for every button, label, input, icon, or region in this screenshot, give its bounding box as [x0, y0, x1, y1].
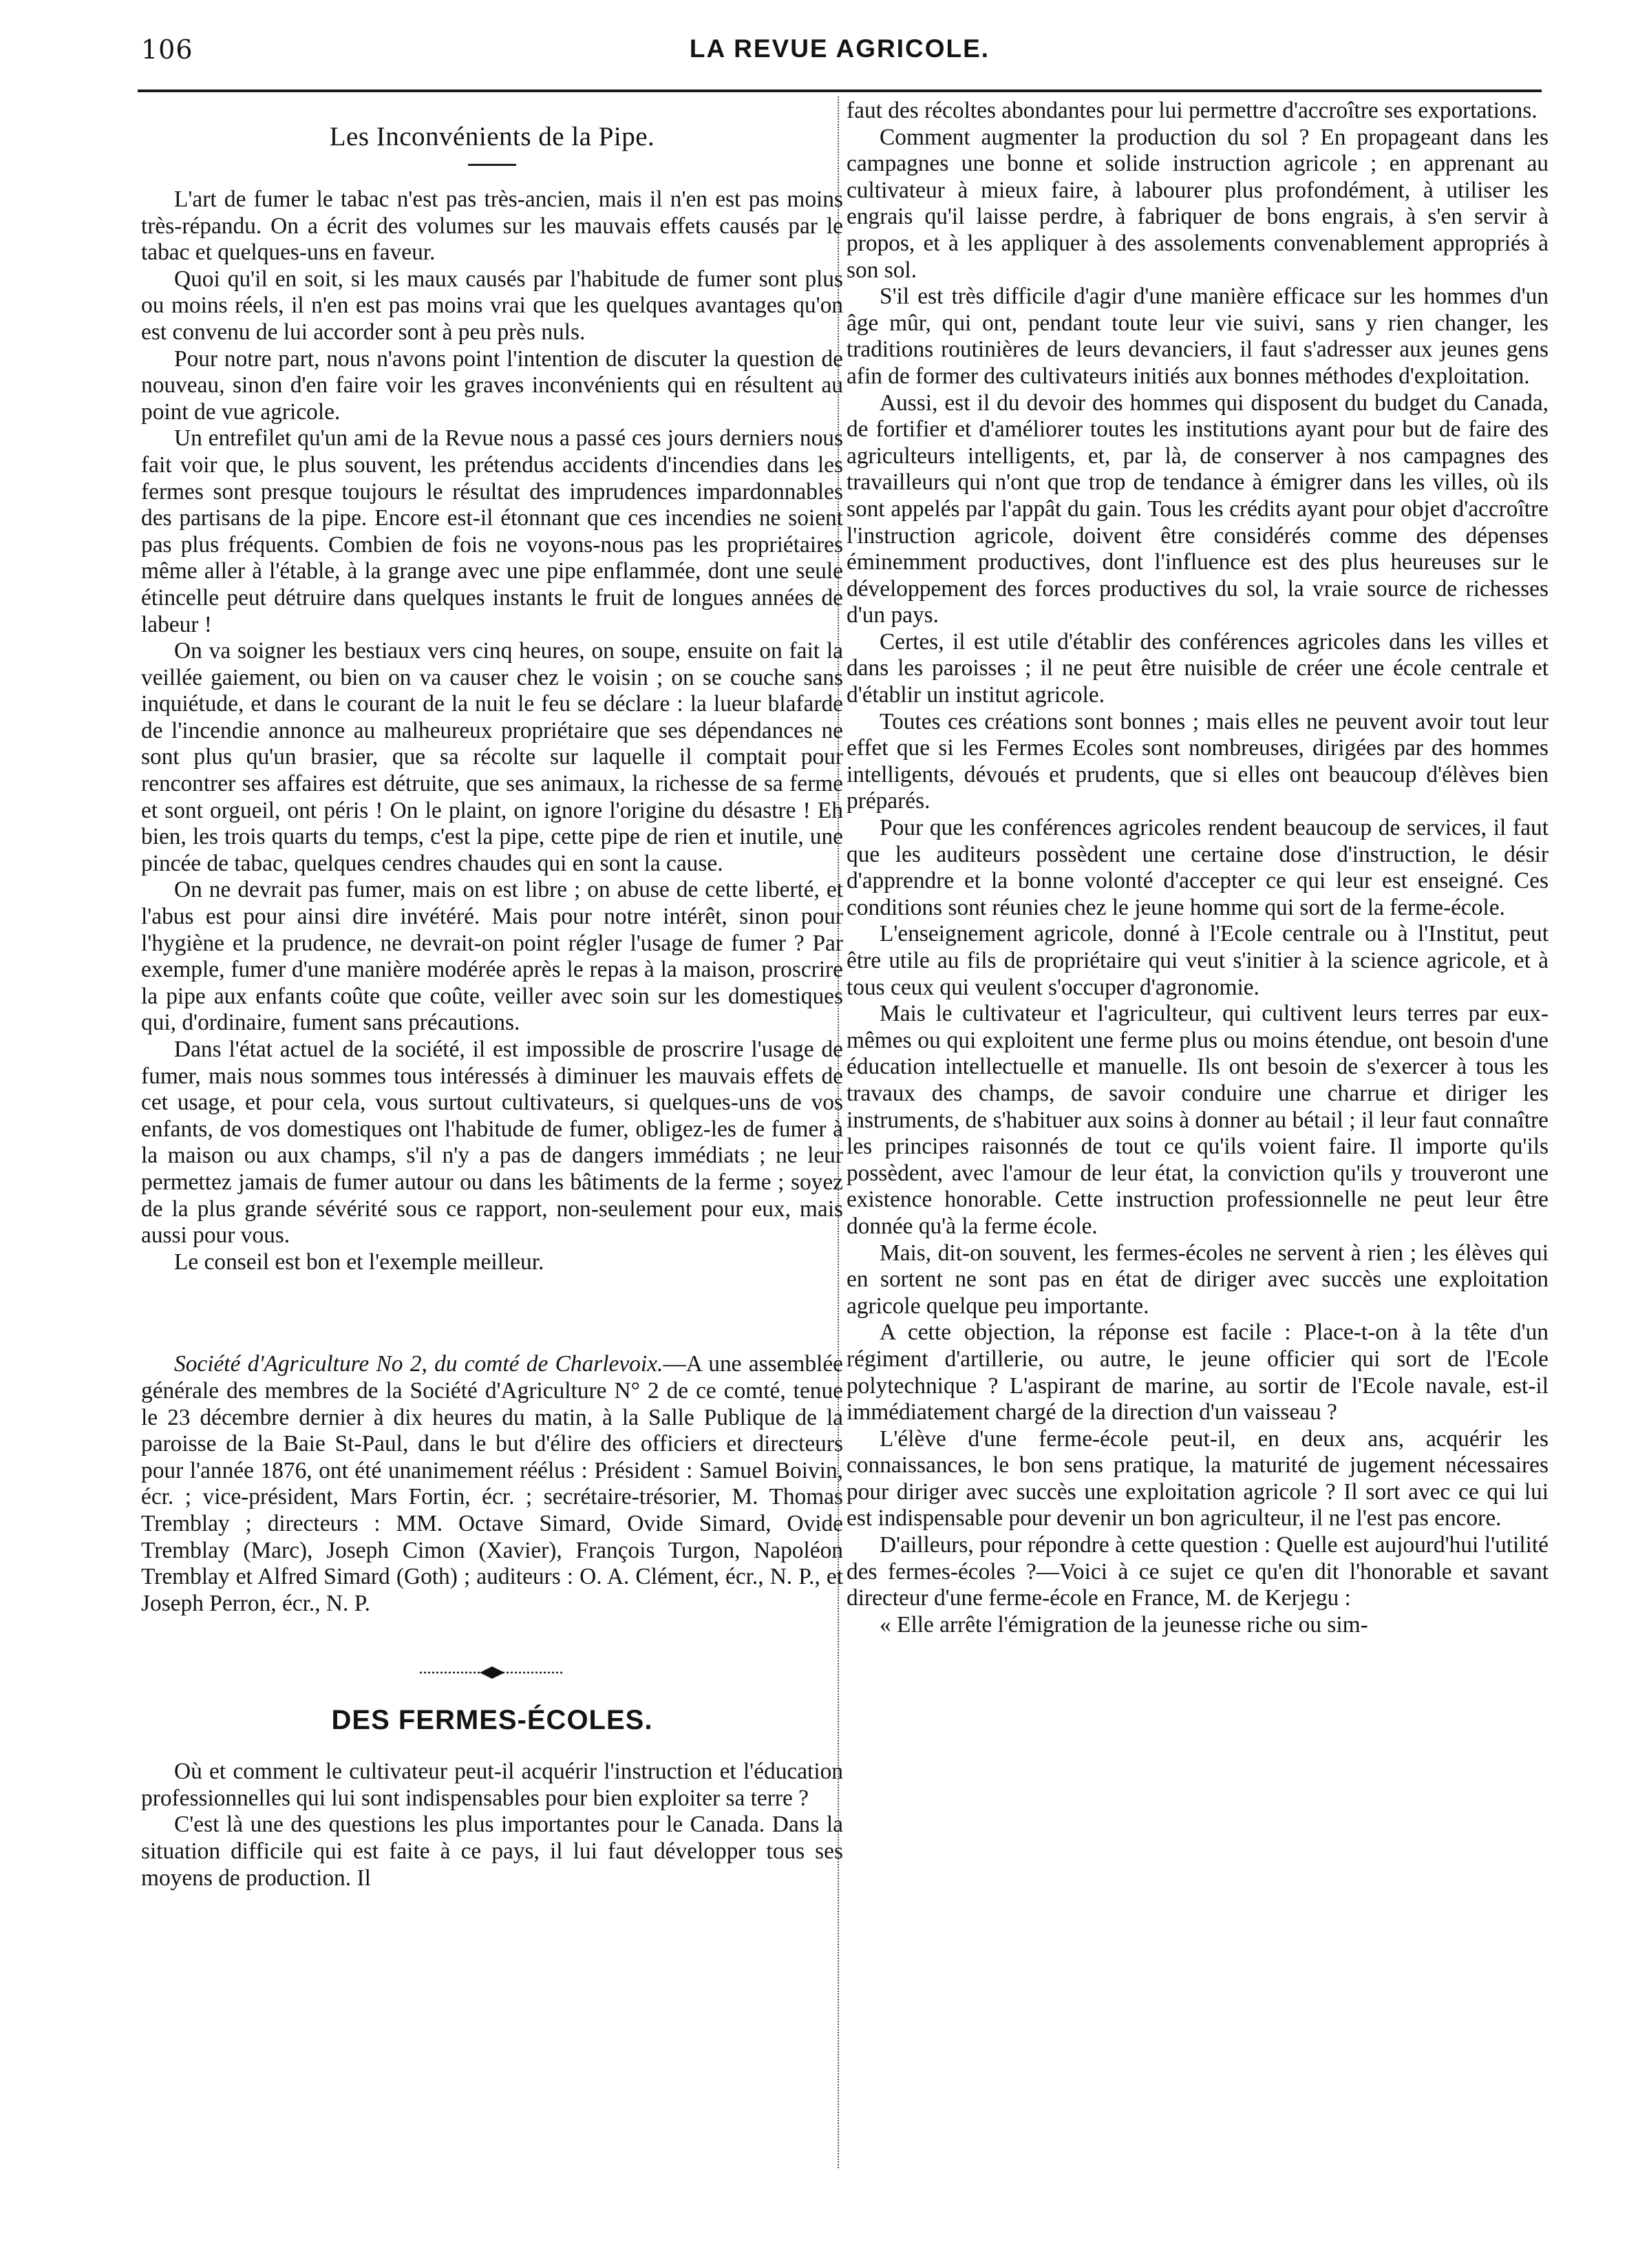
article-title-pipe: Les Inconvénients de la Pipe.	[329, 122, 655, 151]
header-rule	[138, 89, 1542, 92]
paragraph: Pour notre part, nous n'avons point l'intention de discuter la question de nouveau, sinon d'en faire voir les graves inconvénients qui en résultent au point de vue agricole.	[141, 346, 843, 425]
left-column	[141, 98, 843, 2176]
paragraph: C'est là une des questions les plus importantes pour le Canada. Dans la situation difficile qui est faite à ce pays, il lui faut développer tous ses moyens de production. Il	[141, 1812, 843, 1891]
society-body: —A une assemblée générale des membres de la Société d'Agriculture N° 2 de ce comté, tenue le 23 décembre dernier à dix heures du matin, à la Salle Publique de la paroisse de la Baie St-Paul, dans le but d'élire des officiers et directeurs pour l'année 1876, ont été unanimement réélus : Président : Samuel Boivin, écr. ; vice-président, Mars Fortin, écr. ; secrétaire-trésorier, M. Thomas Tremblay ; directeurs : MM. Octave Simard, Ovide Simard, Ovide Tremblay (Marc), Joseph Cimon (Xavier), François Turgon, Napoléon Tremblay et Alfred Simard (Goth) ; auditeurs : O. A. Clément, écr., N. P., et Joseph Perron, écr., N. P.	[141, 1351, 843, 1616]
paragraph: L'art de fumer le tabac n'est pas très-ancien, mais il n'en est pas moins très-répandu. On a écrit des volumes sur les mauvais effets causés par le tabac et quelques-uns en faveur.	[141, 187, 843, 266]
paragraph: Le conseil est bon et l'exemple meilleur.	[174, 1249, 544, 1275]
paragraph: Quoi qu'il en soit, si les maux causés par l'habitude de fumer sont plus ou moins réels, il n'en est pas moins vrai que les quelques avantages qu'on est convenu de lui accorder sont à peu près nuls.	[141, 266, 843, 345]
paragraph: Toutes ces créations sont bonnes ; mais elles ne peuvent avoir tout leur effet que si les Fermes Ecoles sont nombreuses, dirigées par des hommes intelligents, dévoués et prudents, que si elles ont beaucoup d'élèves bien préparés.	[847, 708, 1549, 814]
article-title-fermes: DES FERMES-ÉCOLES.	[331, 1705, 653, 1736]
paragraph: D'ailleurs, pour répondre à cette question : Quelle est aujourd'hui l'utilité des fermes-écoles ?—Voici à ce sujet ce qu'en dit l'honorable et savant directeur d'une ferme-école en France, M. de Kerjegu :	[847, 1532, 1549, 1611]
paragraph: S'il est très difficile d'agir d'une manière efficace sur les hommes d'un âge mûr, qui ont, pendant toute leur vie suivi, sans y rien changer, les traditions routinières de leurs devanciers, il faut s'adresser aux jeunes gens afin de former des cultivateurs initiés aux bonnes méthodes d'exploitation.	[847, 284, 1549, 389]
paragraph: Mais, dit-on souvent, les fermes-écoles ne servent à rien ; les élèves qui en sortent ne sont pas en état de diriger avec succès une exploitation agricole quelque peu importante.	[847, 1240, 1549, 1319]
paragraph: Dans l'état actuel de la société, il est impossible de proscrire l'usage de fumer, mais nous sommes tous intéressés à diminuer les mauvais effets de cet usage, et pour cela, vous surtout cultivateurs, si quelques-uns de vos enfants, de vos domestiques ont l'habitude de fumer, obligez-les de fumer à la maison ou aux champs, s'il n'y a pas de dangers immédiats ; ne leur permettez jamais de fumer autour ou dans les bâtiments de la ferme ; soyez de la plus grande sévérité sous ce rapport, non-seulement pour eux, mais aussi pour vous.	[141, 1037, 843, 1249]
paragraph: L'élève d'une ferme-école peut-il, en deux ans, acquérir les connaissances, le bon sens pratique, la maturité de jugement nécessaires pour diriger avec succès une exploitation agricole ? Il sort avec ce qui lui est indispensable pour devenir un bon agriculteur, il ne l'est pas encore.	[847, 1426, 1549, 1532]
ornament-divider-icon	[416, 1662, 568, 1683]
society-notice	[141, 1351, 843, 1617]
paragraph: Certes, il est utile d'établir des conférences agricoles dans les villes et dans les paroisses ; il ne peut être nuisible de créer une école centrale et d'établir un institut agricole.	[847, 628, 1549, 708]
section-gap	[141, 1275, 843, 1351]
paragraph: Un entrefilet qu'un ami de la Revue nous a passé ces jours derniers nous fait voir que, le plus souvent, les prétendus accidents d'incendies dans les fermes sont presque toujours le résultat des imprudences impardonnables des partisans de la pipe. Encore est-il étonnant que ces incendies ne soient pas plus fréquents. Combien de fois ne voyons-nous pas les propriétaires même aller à l'étable, à la grange avec une pipe enflammée, dont une seule étincelle peut détruire dans quelques instants le fruit de longues années de labeur !	[141, 425, 843, 637]
right-column	[847, 98, 1549, 2176]
paragraph: On ne devrait pas fumer, mais on est libre ; on abuse de cette liberté, et l'abus est pour ainsi dire invétéré. Mais pour notre intérêt, sinon pour l'hygiène et la prudence, ne devrait-on point régler l'usage de fumer ? Par exemple, fumer d'une manière modérée après le repas à la maison, proscrire la pipe aux enfants coûte que coûte, veiller avec soin sur les domestiques qui, d'ordinaire, fument sans précautions.	[141, 877, 843, 1036]
paragraph: Pour que les conférences agricoles rendent beaucoup de services, il faut que les auditeurs possèdent une certaine dose d'instruction, le désir d'apprendre et la bonne volonté d'accepter ce qui leur est enseigné. Ces conditions sont réunies chez le jeune homme qui sort de la ferme-école.	[847, 815, 1549, 920]
paragraph: Où et comment le cultivateur peut-il acquérir l'instruction et l'éducation professionnelles qui lui sont indispensables pour bien exploiter sa terre ?	[141, 1759, 843, 1811]
page-header	[141, 34, 1538, 66]
title-rule	[468, 164, 516, 166]
paragraph: A cette objection, la réponse est facile : Place-t-on à la tête d'un régiment d'artillerie, ou autre, le jeune officier qui sort de l'Ecole polytechnique ? L'aspirant de marine, au sortir de l'Ecole navale, est-il immédiatement chargé de la direction d'un vaisseau ?	[847, 1320, 1549, 1426]
page-number: 106	[141, 34, 193, 65]
running-head: LA REVUE AGRICOLE.	[689, 34, 990, 63]
paragraph: Comment augmenter la production du sol ? En propageant dans les campagnes une bonne et solide instruction agricole ; en apprenant au cultivateur à mieux faire, à labourer plus profondément, à utiliser les engrais qu'il laisse perdre, à fabriquer de bons engrais, à s'en servir à propos, et à les appliquer à des assolements convenablement appropriés à son sol.	[847, 124, 1549, 283]
paragraph: Mais le cultivateur et l'agriculteur, qui cultivent leurs terres par eux-mêmes ou qui exploitent une ferme plus ou moins étendue, ont besoin d'une éducation intellectuelle et manuelle. Ils ont besoin de s'exercer à tous les travaux des champs, de savoir conduire une charrue et diriger les instruments, de s'habituer aux soins à donner au bétail ; il leur faut connaître les principes raisonnés de tout ce qu'ils voient faire. Il importe qu'ils possèdent, avec l'amour de leur état, la conviction qu'ils y trouveront une existence honorable. Cette instruction professionnelle ne peut leur être donnée qu'à la ferme école.	[847, 1001, 1549, 1239]
society-heading: Société d'Agriculture No 2, du comté de Charlevoix.	[174, 1351, 663, 1377]
paragraph-continued: faut des récoltes abondantes pour lui permettre d'accroître ses exportations.	[847, 98, 1538, 123]
paragraph: On va soigner les bestiaux vers cinq heures, on soupe, ensuite on fait la veillée gaiement, ou bien on va causer chez le voisin ; on se couche sans inquiétude, et dans le courant de la nuit le feu se déclare : la lueur blafarde de l'incendie annonce au malheureux propriétaire que ses dépendances ne sont plus qu'un brasier, que sa récolte sur laquelle il comptait pour rencontrer ses affaires est détruite, que ses animaux, la richesse de sa ferme et sont orgueil, ont péris ! On le plaint, on ignore l'origine du désastre ! Eh bien, les trois quarts du temps, c'est la pipe, cette pipe de rien et inutile, une pincée de tabac, quelques cendres chaudes qui en sont la cause.	[141, 638, 843, 876]
society-paragraph	[141, 1351, 843, 1617]
paragraph: « Elle arrête l'émigration de la jeunesse riche ou sim-	[880, 1611, 1368, 1638]
paragraph: Aussi, est il du devoir des hommes qui disposent du budget du Canada, de fortifier et d'améliorer toutes les institutions ayant pour but de faire des agriculteurs intelligents, et, par là, de conserver à nos campagnes des travailleurs qui n'ont que trop de tendance à émigrer dans les villes, où ils sont appelés par l'appât du gain. Tous les crédits ayant pour objet d'accroître l'instruction agricole, doivent être considérés comme des dépenses éminemment productives, dont l'influence est des plus heureuses sur le développement des forces productives du sol, la vraie source de richesses d'un pays.	[847, 390, 1549, 628]
paragraph: L'enseignement agricole, donné à l'Ecole centrale ou à l'Institut, peut être utile au fils de propriétaire qui veut s'initier à la science agricole, et à tous ceux qui veulent s'occuper d'agronomie.	[847, 921, 1549, 1000]
